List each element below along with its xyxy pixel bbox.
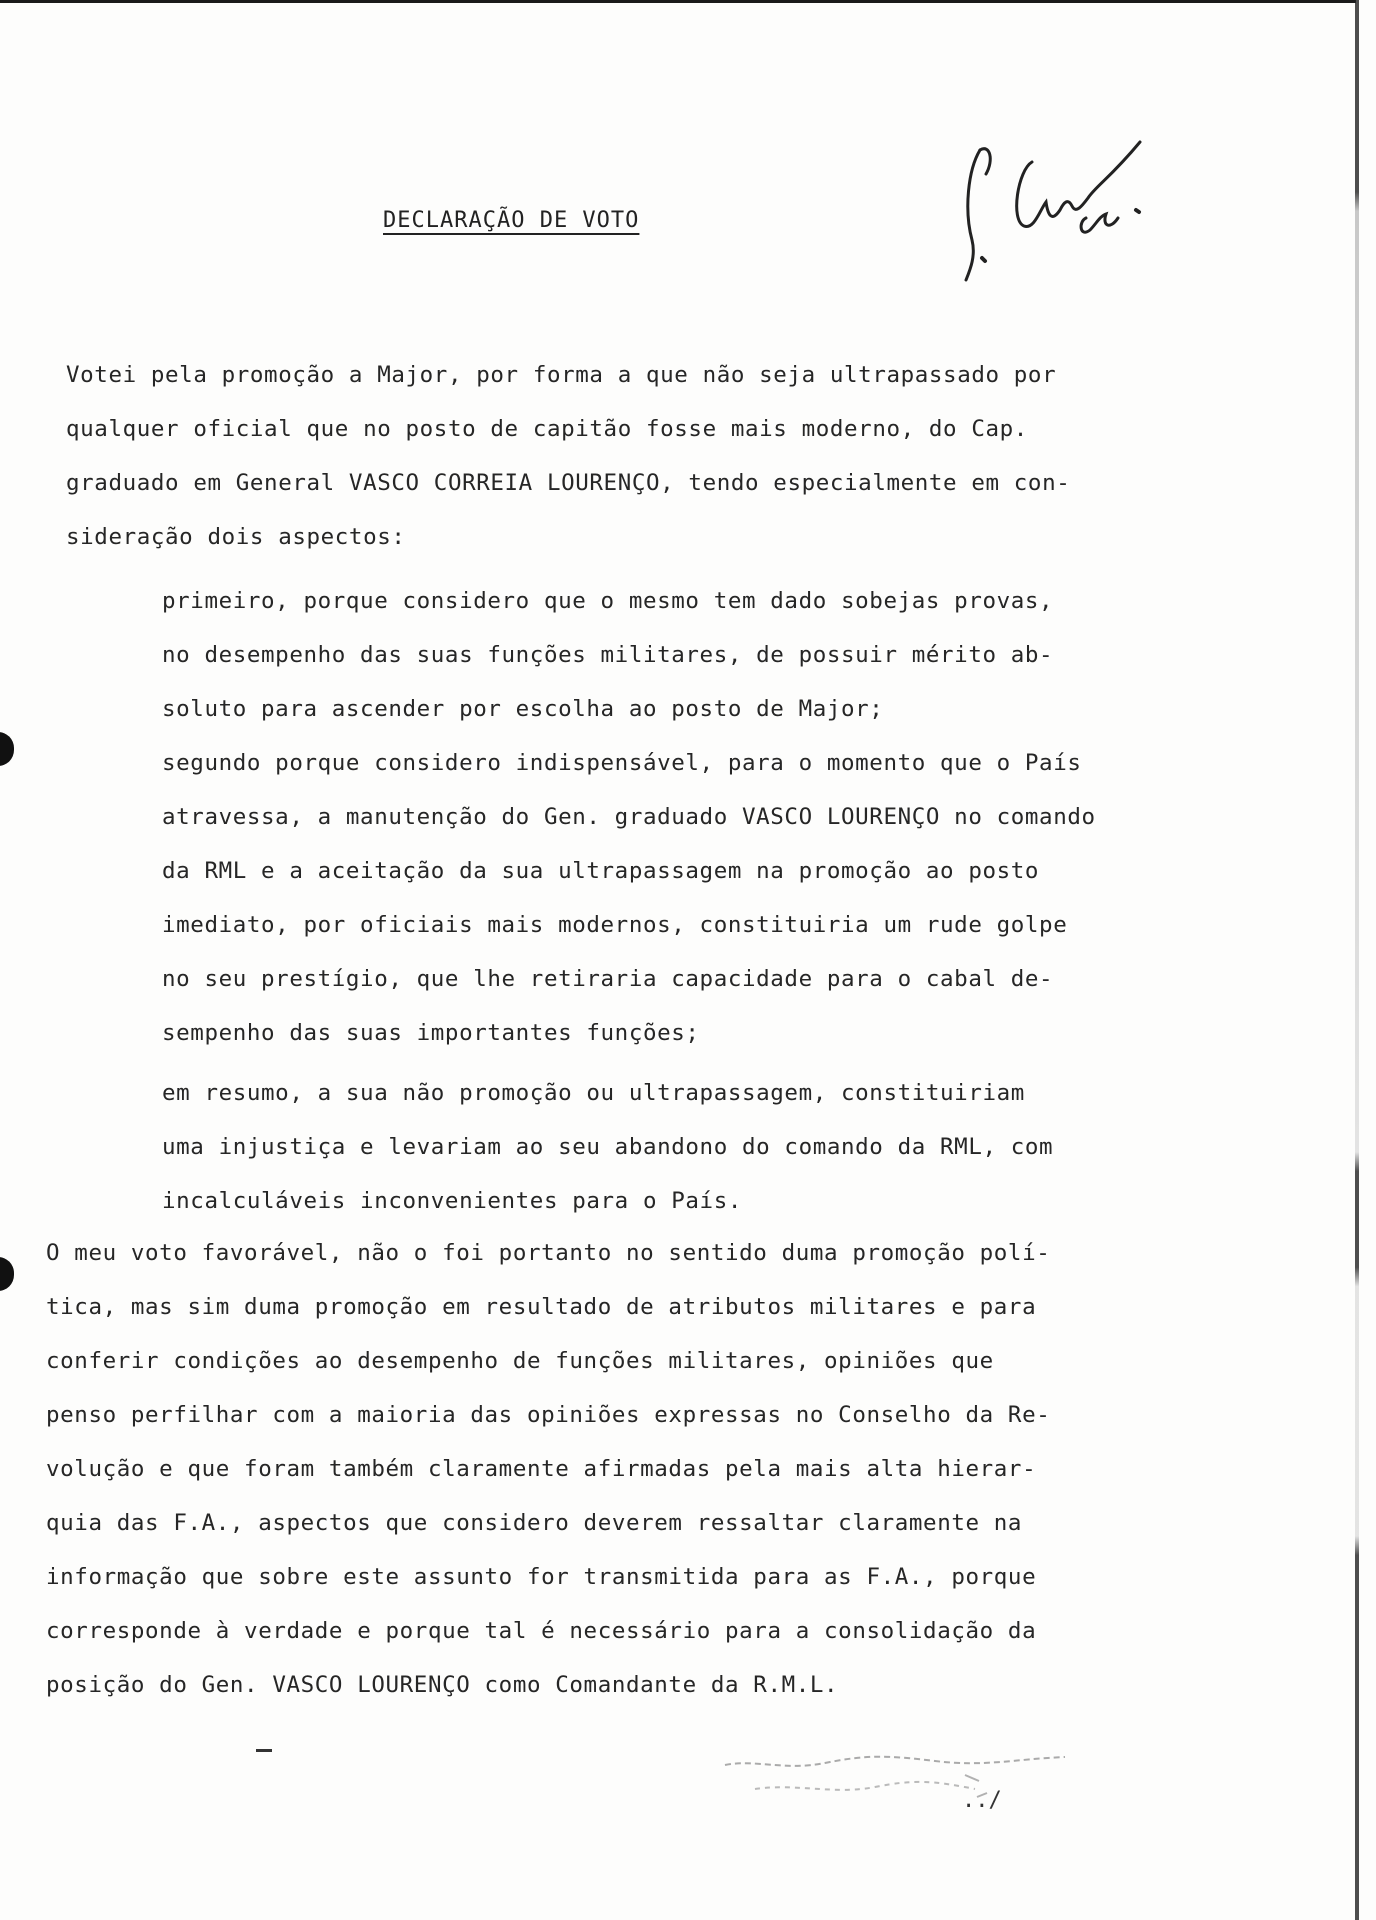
indented-line: soluto para ascender por escolha ao posto de Major; <box>162 696 884 722</box>
page-top-edge <box>0 0 1356 9</box>
closing-line: volução e que foram também claramente afirmadas pela mais alta hierar- <box>46 1456 1037 1482</box>
intro-line: sideração dois aspectos: <box>66 524 406 550</box>
indented-line: segundo porque considero indispensável, para o momento que o País <box>162 750 1082 776</box>
indented-line: em resumo, a sua não promoção ou ultrapassagem, constituiriam <box>162 1080 1025 1106</box>
intro-line: graduado em General VASCO CORREIA LOURENÇO, tendo especialmente em con- <box>66 470 1071 496</box>
closing-line: O meu voto favorável, não o foi portanto no sentido duma promoção polí- <box>46 1240 1051 1266</box>
indented-line: atravessa, a manutenção do Gen. graduado VASCO LOURENÇO no comando <box>162 804 1096 830</box>
continuation-mark: ../ <box>962 1788 1002 1813</box>
faded-handwriting <box>715 1745 1085 1835</box>
document-title: DECLARAÇÃO DE VOTO <box>383 208 640 233</box>
intro-line: qualquer oficial que no posto de capitão fosse mais moderno, do Cap. <box>66 416 1028 442</box>
indented-line: incalculáveis inconvenientes para o País. <box>162 1188 742 1214</box>
indented-line: da RML e a aceitação da sua ultrapassagem na promoção ao posto <box>162 858 1040 884</box>
indented-line: no desempenho das suas funções militares, de possuir mérito ab- <box>162 642 1054 668</box>
closing-line: conferir condições ao desempenho de funções militares, opiniões que <box>46 1348 994 1374</box>
punch-hole-upper <box>0 732 14 766</box>
handwritten-signature <box>950 130 1180 290</box>
page-right-edge <box>1355 0 1359 1920</box>
stray-mark <box>256 1749 272 1752</box>
indented-line: sempenho das suas importantes funções; <box>162 1020 700 1046</box>
indented-line: no seu prestígio, que lhe retiraria capacidade para o cabal de- <box>162 966 1054 992</box>
closing-line: tica, mas sim duma promoção em resultado de atributos militares e para <box>46 1294 1037 1320</box>
closing-line: informação que sobre este assunto for transmitida para as F.A., porque <box>46 1564 1037 1590</box>
intro-line: Votei pela promoção a Major, por forma a que não seja ultrapassado por <box>66 362 1057 388</box>
punch-hole-lower <box>0 1257 14 1291</box>
closing-line: posição do Gen. VASCO LOURENÇO como Comandante da R.M.L. <box>46 1672 839 1698</box>
indented-line: primeiro, porque considero que o mesmo tem dado sobejas provas, <box>162 588 1054 614</box>
closing-line: corresponde à verdade e porque tal é necessário para a consolidação da <box>46 1618 1037 1644</box>
indented-line: uma injustiça e levariam ao seu abandono do comando da RML, com <box>162 1134 1054 1160</box>
closing-line: quia das F.A., aspectos que considero deverem ressaltar claramente na <box>46 1510 1023 1536</box>
closing-line: penso perfilhar com a maioria das opiniões expressas no Conselho da Re- <box>46 1402 1051 1428</box>
indented-line: imediato, por oficiais mais modernos, constituiria um rude golpe <box>162 912 1068 938</box>
